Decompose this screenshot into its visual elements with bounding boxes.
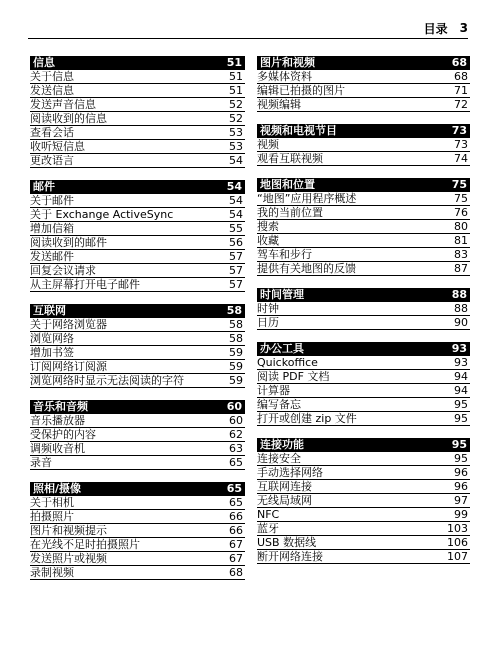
entry-page: 56 [229, 236, 243, 249]
section-title: 图片和视频 [260, 56, 315, 69]
toc-entry[interactable] [257, 536, 470, 550]
section-title: 信息 [33, 56, 55, 69]
toc-entry[interactable] [30, 278, 245, 292]
entry-page: 88 [454, 302, 468, 315]
entry-page: 59 [229, 374, 243, 387]
entry-title: 互联网连接 [257, 480, 312, 493]
entry-title: NFC [257, 508, 280, 521]
entry-page: 67 [229, 538, 243, 551]
entry-page: 103 [447, 522, 468, 535]
entry-title: 收听短信息 [30, 140, 85, 153]
toc-left-column [30, 56, 245, 592]
entry-page: 97 [454, 494, 468, 507]
entry-title: 计算器 [257, 384, 290, 397]
entry-title: 发送声音信息 [30, 98, 96, 111]
toc-entry[interactable] [257, 70, 470, 84]
entry-title: 编写备忘 [257, 398, 301, 411]
toc-entry[interactable] [30, 414, 245, 428]
entry-page: 66 [229, 524, 243, 537]
toc-entry[interactable] [257, 220, 470, 234]
entry-title: 关于 Exchange ActiveSync [30, 208, 174, 221]
section-title: 邮件 [33, 180, 55, 193]
entry-title: 查看会话 [30, 126, 74, 139]
toc-entry[interactable] [30, 428, 245, 442]
section-page: 65 [226, 482, 242, 495]
toc-section [257, 56, 470, 112]
toc-entry[interactable] [30, 360, 245, 374]
toc-section [30, 482, 245, 580]
entry-title: 断开网络连接 [257, 550, 323, 563]
toc-entry[interactable] [257, 522, 470, 536]
entry-title: 发送照片或视频 [30, 552, 107, 565]
entry-page: 93 [454, 356, 468, 369]
entry-title: 发送邮件 [30, 250, 74, 263]
header-rule [28, 38, 468, 39]
entry-page: 107 [447, 550, 468, 563]
toc-entry[interactable] [30, 222, 245, 236]
entry-title: 提供有关地图的反馈 [257, 262, 356, 275]
entry-title: 关于信息 [30, 70, 74, 83]
entry-page: 68 [229, 566, 243, 579]
section-heading[interactable] [257, 288, 470, 302]
entry-title: 图片和视频提示 [30, 524, 107, 537]
entry-page: 75 [454, 192, 468, 205]
section-title: 办公工具 [260, 342, 304, 355]
toc-entry[interactable] [257, 152, 470, 166]
page-header [424, 20, 468, 36]
entry-page: 53 [229, 140, 243, 153]
entry-page: 53 [229, 126, 243, 139]
toc-entry[interactable] [30, 374, 245, 388]
entry-page: 99 [454, 508, 468, 521]
section-heading[interactable] [30, 400, 245, 414]
toc-entry[interactable] [30, 524, 245, 538]
entry-page: 96 [454, 466, 468, 479]
entry-page: 73 [454, 138, 468, 151]
entry-title: 连接安全 [257, 452, 301, 465]
toc-entry[interactable] [30, 552, 245, 566]
section-page: 75 [451, 178, 467, 191]
entry-page: 66 [229, 510, 243, 523]
section-title: 地图和位置 [260, 178, 315, 191]
entry-title: 阅读 PDF 文档 [257, 370, 330, 383]
toc-entry[interactable] [257, 508, 470, 522]
toc-entry[interactable] [30, 154, 245, 168]
entry-title: 浏览网络 [30, 332, 74, 345]
toc-entry[interactable] [257, 356, 470, 370]
entry-page: 67 [229, 552, 243, 565]
entry-page: 72 [454, 98, 468, 111]
toc-section [30, 56, 245, 168]
entry-page: 106 [447, 536, 468, 549]
entry-title: 浏览网络时显示无法阅读的字符 [30, 374, 184, 387]
entry-title: 录制视频 [30, 566, 74, 579]
entry-title: 视频编辑 [257, 98, 301, 111]
toc-section [30, 304, 245, 388]
entry-title: 阅读收到的邮件 [30, 236, 107, 249]
toc-entry[interactable] [257, 384, 470, 398]
entry-title: 订阅网络订阅源 [30, 360, 107, 373]
entry-page: 63 [229, 442, 243, 455]
entry-page: 57 [229, 250, 243, 263]
entry-page: 62 [229, 428, 243, 441]
section-title: 连接功能 [260, 438, 304, 451]
entry-page: 51 [229, 70, 243, 83]
toc-entry[interactable] [30, 250, 245, 264]
toc-section [30, 180, 245, 292]
section-page: 51 [226, 56, 242, 69]
entry-page: 76 [454, 206, 468, 219]
entry-title: 音乐播放器 [30, 414, 85, 427]
entry-page: 95 [454, 412, 468, 425]
toc-entry[interactable] [30, 264, 245, 278]
entry-title: 编辑已拍摄的图片 [257, 84, 345, 97]
section-page: 60 [226, 400, 242, 413]
toc-entry[interactable] [30, 332, 245, 346]
toc-entry[interactable] [30, 456, 245, 470]
toc-entry[interactable] [257, 98, 470, 112]
entry-title: 手动选择网络 [257, 466, 323, 479]
entry-title: Quickoffice [257, 356, 318, 369]
section-page: 88 [451, 288, 467, 301]
section-title: 照相/摄像 [33, 482, 82, 495]
toc-entry[interactable] [257, 370, 470, 384]
toc-entry[interactable] [30, 346, 245, 360]
entry-title: 视频 [257, 138, 279, 151]
entry-page: 87 [454, 262, 468, 275]
toc-entry[interactable] [257, 466, 470, 480]
toc-entry[interactable] [30, 194, 245, 208]
toc-entry[interactable] [257, 234, 470, 248]
entry-page: 60 [229, 414, 243, 427]
toc-entry[interactable] [257, 494, 470, 508]
entry-title: 时钟 [257, 302, 279, 315]
entry-page: 54 [229, 154, 243, 167]
section-page: 68 [451, 56, 467, 69]
toc-entry[interactable] [257, 262, 470, 276]
entry-page: 71 [454, 84, 468, 97]
page-number: 3 [459, 21, 468, 35]
entry-page: 52 [229, 112, 243, 125]
toc-entry[interactable] [30, 98, 245, 112]
toc-entry[interactable] [30, 566, 245, 580]
section-title: 音乐和音频 [33, 400, 88, 413]
entry-page: 83 [454, 248, 468, 261]
entry-title: 增加书签 [30, 346, 74, 359]
entry-page: 94 [454, 370, 468, 383]
entry-title: 驾车和步行 [257, 248, 312, 261]
entry-title: “地图”应用程序概述 [257, 192, 357, 205]
entry-page: 81 [454, 234, 468, 247]
entry-page: 58 [229, 318, 243, 331]
toc-section [30, 400, 245, 470]
toc-entry[interactable] [257, 316, 470, 330]
entry-page: 52 [229, 98, 243, 111]
entry-page: 80 [454, 220, 468, 233]
toc-right-column [257, 56, 470, 576]
entry-page: 59 [229, 360, 243, 373]
entry-page: 68 [454, 70, 468, 83]
toc-entry[interactable] [257, 84, 470, 98]
entry-page: 96 [454, 480, 468, 493]
entry-title: 回复会议请求 [30, 264, 96, 277]
entry-title: 无线局域网 [257, 494, 312, 507]
toc-entry[interactable] [30, 112, 245, 126]
entry-page: 95 [454, 398, 468, 411]
section-heading[interactable] [257, 438, 470, 452]
entry-title: 从主屏幕打开电子邮件 [30, 278, 140, 291]
entry-title: 我的当前位置 [257, 206, 323, 219]
entry-title: USB 数据线 [257, 536, 317, 549]
entry-title: 关于网络浏览器 [30, 318, 107, 331]
toc-entry[interactable] [30, 140, 245, 154]
toc-entry[interactable] [30, 208, 245, 222]
entry-page: 55 [229, 222, 243, 235]
entry-title: 更改语言 [30, 154, 74, 167]
toc-section [257, 438, 470, 564]
entry-title: 关于相机 [30, 496, 74, 509]
toc-entry[interactable] [30, 236, 245, 250]
toc-section [257, 342, 470, 426]
entry-title: 多媒体资料 [257, 70, 312, 83]
toc-entry[interactable] [30, 538, 245, 552]
page-title: 目录 [423, 21, 448, 36]
toc-entry[interactable] [257, 138, 470, 152]
toc-entry[interactable] [257, 302, 470, 316]
section-page: 95 [451, 438, 467, 451]
section-heading[interactable] [257, 342, 470, 356]
entry-page: 59 [229, 346, 243, 359]
section-page: 73 [451, 124, 467, 137]
entry-title: 观看互联视频 [257, 152, 323, 165]
entry-page: 57 [229, 278, 243, 291]
entry-title: 增加信箱 [30, 222, 74, 235]
toc-entry[interactable] [30, 496, 245, 510]
section-heading[interactable] [30, 304, 245, 318]
section-heading[interactable] [257, 124, 470, 138]
entry-title: 受保护的内容 [30, 428, 96, 441]
section-heading[interactable] [30, 482, 245, 496]
entry-page: 51 [229, 84, 243, 97]
section-title: 互联网 [33, 304, 66, 317]
entry-page: 54 [229, 208, 243, 221]
section-heading[interactable] [30, 180, 245, 194]
entry-page: 65 [229, 496, 243, 509]
entry-page: 95 [454, 452, 468, 465]
entry-title: 在光线不足时拍摄照片 [30, 538, 140, 551]
entry-title: 录音 [30, 456, 52, 469]
toc-entry[interactable] [257, 452, 470, 466]
section-page: 54 [226, 180, 242, 193]
entry-page: 54 [229, 194, 243, 207]
entry-title: 蓝牙 [257, 522, 279, 535]
entry-title: 调频收音机 [30, 442, 85, 455]
section-page: 93 [451, 342, 467, 355]
toc-entry[interactable] [30, 84, 245, 98]
entry-title: 日历 [257, 316, 279, 329]
entry-title: 收藏 [257, 234, 279, 247]
toc-entry[interactable] [30, 70, 245, 84]
entry-title: 拍摄照片 [30, 510, 74, 523]
toc-entry[interactable] [257, 206, 470, 220]
section-heading[interactable] [257, 56, 470, 70]
entry-title: 搜索 [257, 220, 279, 233]
toc-entry[interactable] [30, 318, 245, 332]
entry-title: 打开或创建 zip 文件 [257, 412, 357, 425]
toc-entry[interactable] [257, 192, 470, 206]
entry-page: 57 [229, 264, 243, 277]
toc-entry[interactable] [257, 412, 470, 426]
section-heading[interactable] [30, 56, 245, 70]
entry-page: 58 [229, 332, 243, 345]
entry-title: 关于邮件 [30, 194, 74, 207]
section-title: 时间管理 [260, 288, 304, 301]
toc-entry[interactable] [257, 480, 470, 494]
toc-entry[interactable] [257, 398, 470, 412]
toc-entry[interactable] [257, 550, 470, 564]
toc-entry[interactable] [30, 510, 245, 524]
entry-title: 阅读收到的信息 [30, 112, 107, 125]
entry-title: 发送信息 [30, 84, 74, 97]
section-page: 58 [226, 304, 242, 317]
entry-page: 90 [454, 316, 468, 329]
toc-entry[interactable] [30, 442, 245, 456]
toc-entry[interactable] [30, 126, 245, 140]
toc-section [257, 124, 470, 166]
toc-entry[interactable] [257, 248, 470, 262]
entry-page: 65 [229, 456, 243, 469]
entry-page: 74 [454, 152, 468, 165]
toc-section [257, 288, 470, 330]
section-title: 视频和电视节目 [260, 124, 337, 137]
section-heading[interactable] [257, 178, 470, 192]
toc-section [257, 178, 470, 276]
entry-page: 94 [454, 384, 468, 397]
